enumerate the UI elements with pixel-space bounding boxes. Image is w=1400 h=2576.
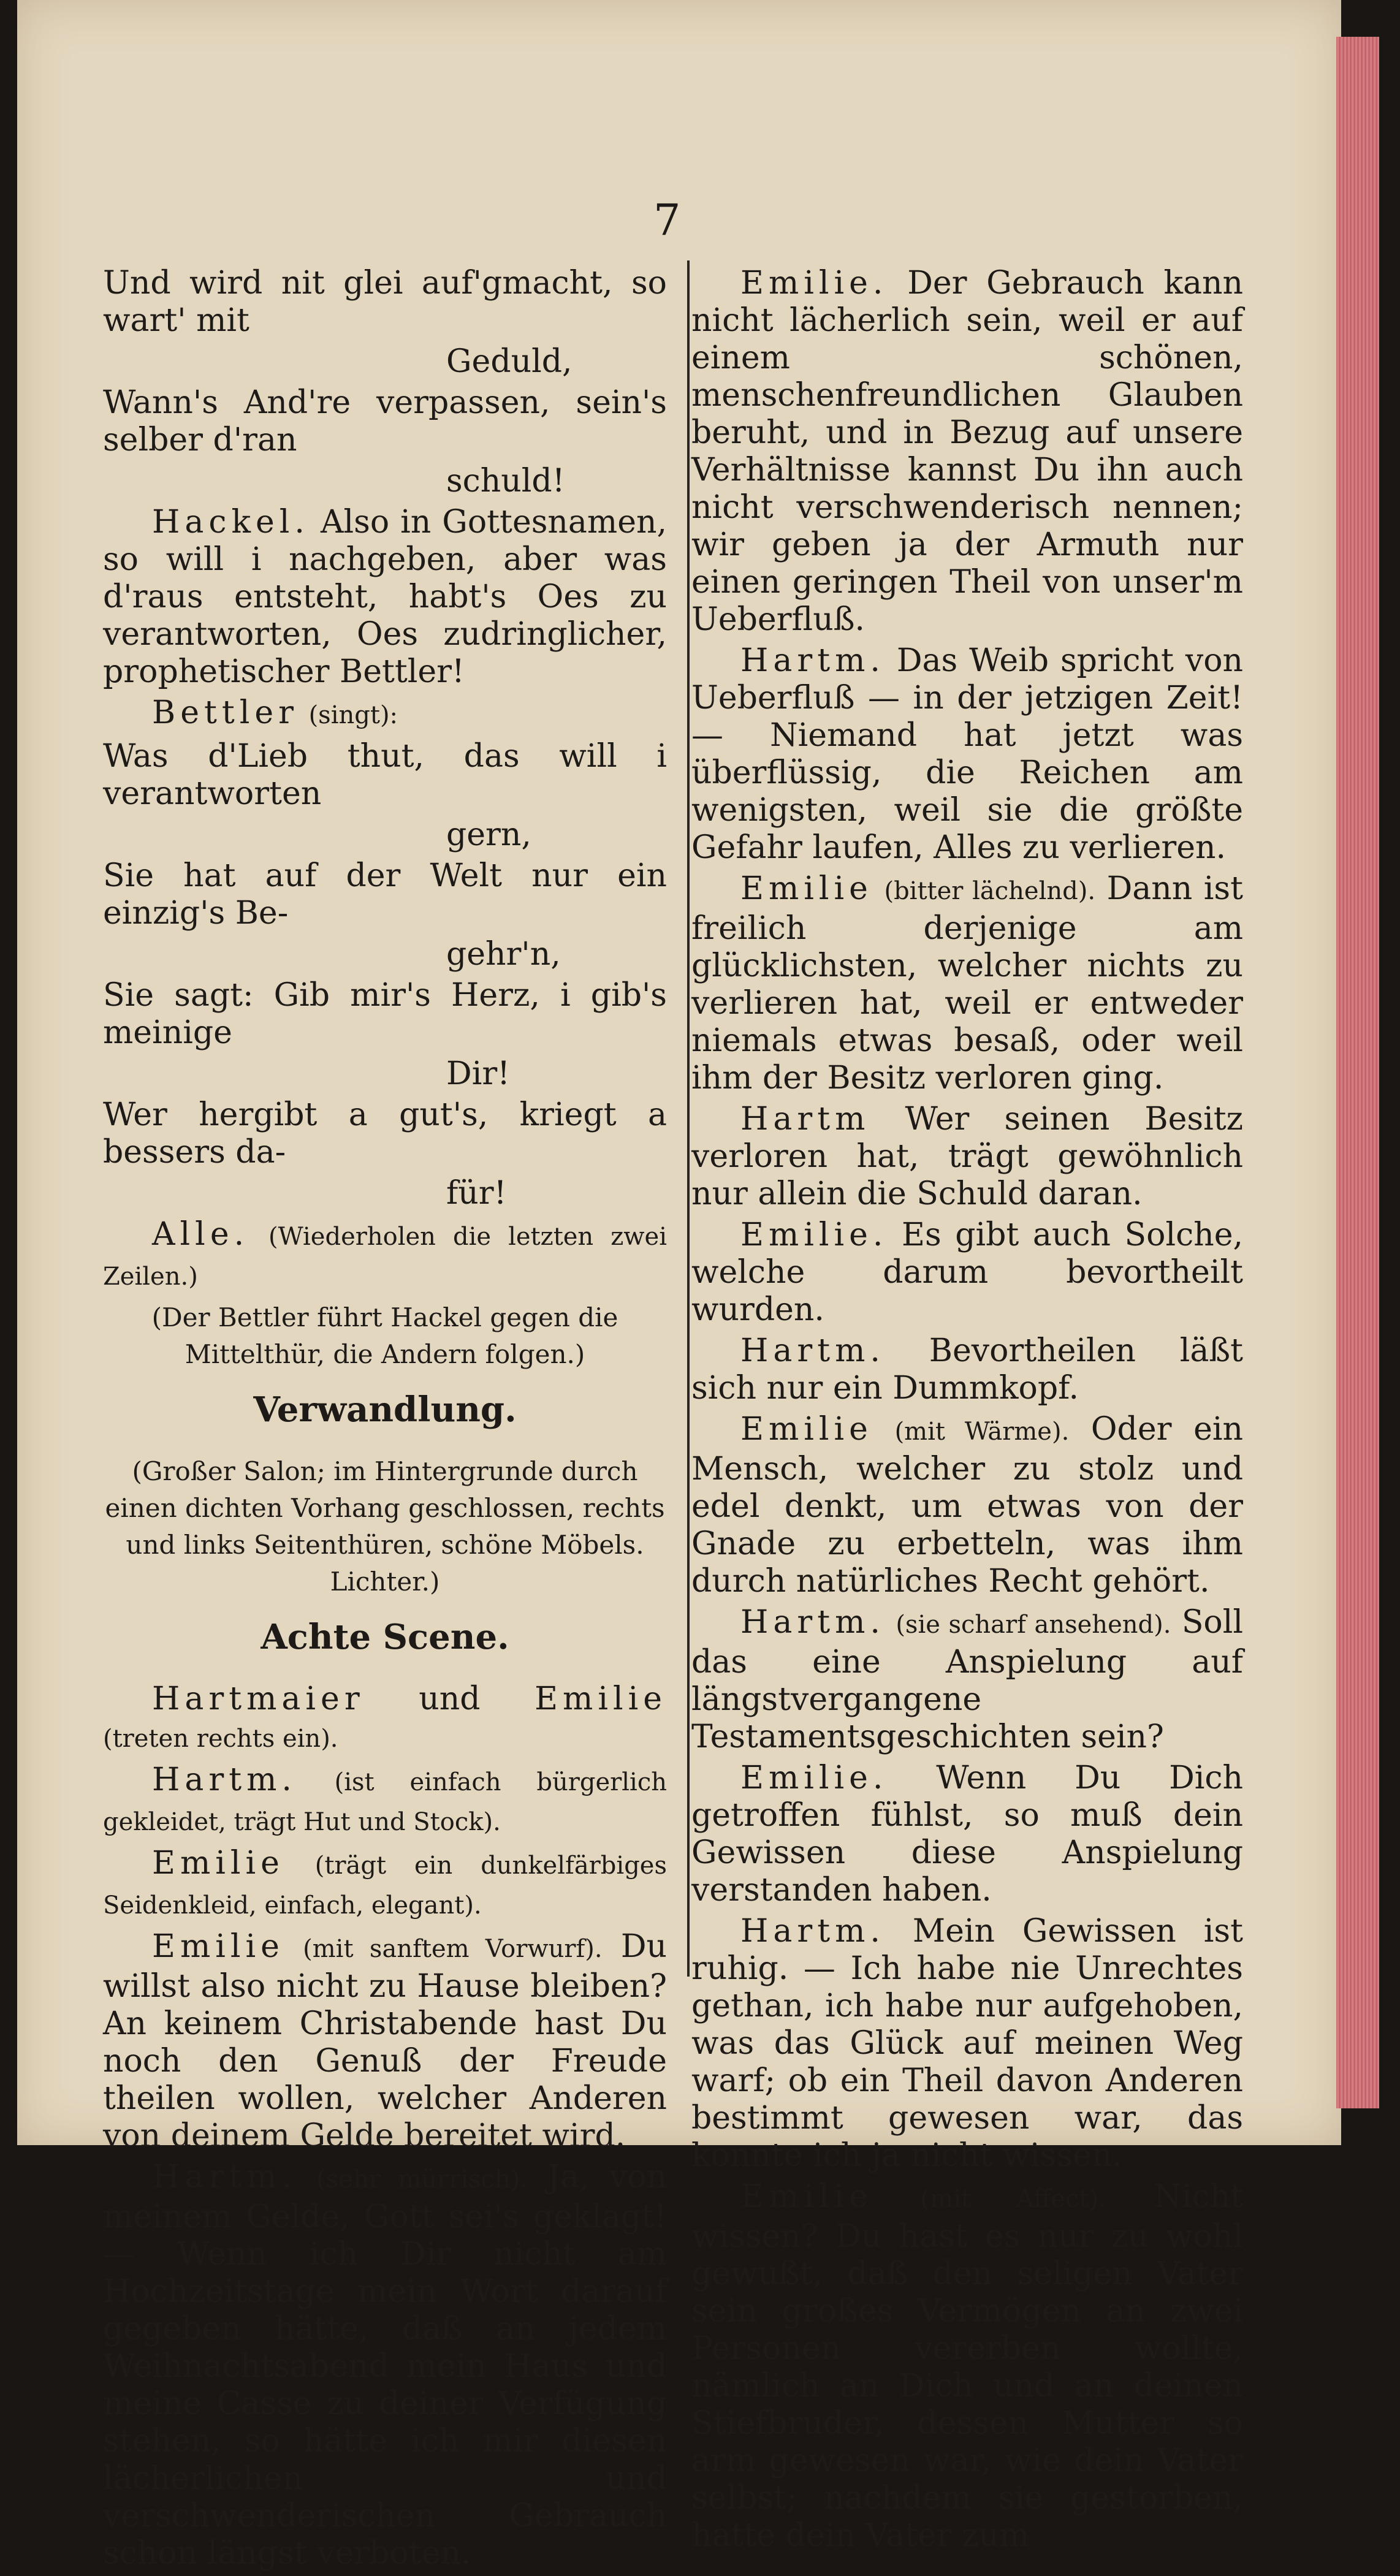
character-name: Hartmaier: [152, 1681, 365, 1717]
character-desc: [103, 1845, 667, 1924]
dialogue-text: Mein Gewissen ist ruhig. — Ich habe nie Unrechtes gethan, ich habe nur aufgehoben, was das Glück auf meinen Weg warf; ob ein Theil davon Anderen bestimmt gewesen war, das konnte ich ja nicht wissen.: [691, 1913, 1244, 2174]
speaker-name: Alle.: [152, 1216, 249, 1253]
speaker-name: Emilie: [152, 1928, 284, 1965]
dialogue-emilie: [103, 1928, 667, 2155]
dialogue-alle: [103, 1216, 667, 1296]
verse-line: Wann's And're verpassen, sein's selber d'ran: [103, 384, 667, 458]
speaker-name: Emilie: [740, 1411, 873, 1448]
dialogue-emilie: [691, 2178, 1243, 2555]
speaker-name: Hartm.: [740, 1332, 885, 1369]
left-column: [103, 265, 667, 2576]
stage-direction: (ist einfach bürgerlich gekleidet, trägt Hut und Stock).: [103, 1768, 668, 1836]
stage-direction: (Wiederholen die letzten zwei Zeilen.): [103, 1223, 668, 1291]
book-page: [17, 0, 1341, 2572]
dialogue-text: Soll das eine Anspielung auf längstvergangene Testamentsgeschichten sein?: [691, 1604, 1244, 1755]
right-column: [691, 265, 1243, 2558]
verse-line: Sie sagt: Gib mir's Herz, i gib's meinige: [103, 977, 667, 1051]
dialogue-emilie: [691, 1217, 1243, 1329]
dialogue-hartm: [691, 1101, 1243, 1213]
stage-direction: (mit Affect).: [920, 2185, 1106, 2213]
dialogue-text: Ja, von meinem Gelde, Gott sei's geklagt! — Wenn ich Dir nicht am Hochzeitstage mein Wort darauf gegeben hätte, daß an jedem Weihnachtsabend mein Haus und meine Casse zu deiner Verfügung stehen, so hätte ich mir diesen lächerlichen und verschwenderischen Gebrauch schon längst verboten.: [103, 2159, 667, 2572]
dialogue-text: Dann ist freilich derjenige am glücklichsten, welcher nichts zu verlieren hat, weil er entweder niemals etwas besaß, oder weil ihm der Besitz verloren ging.: [691, 870, 1244, 1096]
speaker-name: Emilie: [740, 870, 873, 907]
speaker-name: Hackel.: [152, 504, 310, 541]
speaker-name: Emilie.: [740, 265, 888, 302]
dialogue-hartm: [691, 1332, 1243, 1407]
dialogue-text: Oder ein Mensch, welcher zu stolz und edel denkt, um etwas von der Gnade zu erbetteln, was ihm durch natürliches Recht gehört.: [691, 1411, 1243, 1600]
stage-direction: (sie scharf ansehend).: [896, 1611, 1171, 1639]
dialogue-hartm: [691, 1913, 1243, 2175]
dialogue-text: Du willst also nicht zu Hause bleiben? An keinem Christabende hast Du noch den Genuß der Freude theilen wollen, welcher Anderen von deinem Gelde bereitet wird.: [103, 1928, 667, 2154]
character-desc: [103, 1761, 667, 1841]
dialogue-emilie: [691, 1411, 1243, 1600]
dialogue-text: Nicht wissen? Du hast es nur zu wohl gewußt, daß den seligen Vater sein großes Vermögen an zwei Personen vererben wollte, nämlich an Dich und an deinen Stiefbruder, dessen Mutter so arm gewesen war, wie dein Vater selbst; nachdem sie gestorben, hatte dein Vater zum: [691, 2178, 1244, 2554]
dialogue-text: Der Gebrauch kann nicht lächerlich sein, weil er auf einem schönen, menschenfreundlichen Glauben beruht, und in Bezug auf unsere Verhältnisse kannst Du ihn auch nicht verschwenderisch nennen; wir geben ja der Armuth nur einen geringen Theil von unser'm Ueberfluß.: [691, 265, 1243, 638]
stage-direction: (treten rechts ein).: [103, 1725, 338, 1753]
dialogue-text: Bevortheilen läßt sich nur ein Dummkopf.: [691, 1332, 1243, 1407]
character-name: Emilie: [535, 1681, 667, 1717]
speaker-name: Emilie: [152, 1845, 284, 1882]
verse-line: Wer hergibt a gut's, kriegt a bessers da-: [103, 1096, 667, 1171]
dialogue-text: Also in Gottesnamen, so will i nachgeben, aber was d'raus entsteht, habt's Oes zu verantworten, Oes zudringlicher, prophetischer Bettler!: [103, 504, 667, 690]
speaker-name: Emilie.: [740, 1760, 888, 1796]
dialogue-emilie: [691, 870, 1243, 1097]
page-edge-red: [1336, 37, 1379, 2108]
dialogue-hartm: [691, 1604, 1243, 1756]
dialogue-hackel: [103, 504, 667, 691]
verse-line: schuld!: [446, 463, 565, 500]
dialogue-text: Wer seinen Besitz verloren hat, trägt gewöhnlich nur allein die Schuld daran.: [691, 1101, 1244, 1212]
speaker-name: Hartm.: [152, 1761, 297, 1798]
verse-line: Sie hat auf der Welt nur ein einzig's Be-: [103, 857, 667, 932]
dialogue-hartm: [103, 2159, 667, 2572]
verse-line: Was d'Lieb thut, das will i verantworten: [103, 738, 667, 812]
conjunction: und: [419, 1681, 481, 1717]
dialogue-bettler: [103, 694, 667, 734]
verse-line: Geduld,: [446, 343, 573, 380]
stage-direction: (trägt ein dunkelfärbiges Seidenkleid, einfach, elegant).: [103, 1852, 668, 1920]
dialogue-text: Das Weib spricht von Ueberfluß — in der jetzigen Zeit! — Niemand hat jetzt was überflüssig, die Reichen am wenigsten, weil sie die größte Gefahr laufen, Alles zu verlieren.: [691, 642, 1243, 866]
page-number: 7: [653, 195, 681, 245]
stage-direction: (mit Wärme).: [894, 1418, 1070, 1446]
verse-line: Und wird nit glei auf'gmacht, so wart' mit: [103, 265, 667, 339]
dialogue-text: Wenn Du Dich getroffen fühlst, so muß dein Gewissen diese Anspielung verstanden haben.: [691, 1760, 1244, 1909]
speaker-name: Bettler: [152, 694, 299, 731]
stage-direction: (Großer Salon; im Hintergrunde durch einen dichten Vorhang geschlossen, rechts und links Seitenthüren, schöne Möbels. Lichter.): [105, 1456, 665, 1597]
stage-direction: (sehr mürrisch).: [316, 2165, 528, 2194]
verse-line: Dir!: [446, 1055, 511, 1092]
dialogue-emilie: [691, 1760, 1243, 1909]
dialogue-emilie: [691, 265, 1243, 639]
speaker-name: Emilie.: [740, 1217, 888, 1253]
dialogue-text: Es gibt auch Solche, welche darum bevortheilt wurden.: [691, 1217, 1244, 1328]
verse-line: für!: [446, 1175, 507, 1212]
scene-characters: [103, 1681, 667, 1758]
speaker-name: Hartm.: [740, 1604, 885, 1641]
verse-line: gehr'n,: [446, 936, 561, 973]
scene-heading: Achte Scene.: [261, 1617, 509, 1657]
speaker-name: Hartm.: [740, 1913, 885, 1950]
stage-direction: (mit sanftem Vorwurf).: [303, 1935, 603, 1963]
section-heading: Verwandlung.: [253, 1389, 517, 1430]
stage-direction: (singt):: [308, 701, 398, 729]
speaker-name: Hartm.: [740, 642, 885, 679]
verse-line: gern,: [446, 816, 531, 853]
stage-direction: (Der Bettler führt Hackel gegen die Mittelthür, die Andern folgen.): [151, 1302, 618, 1369]
speaker-name: Emilie: [740, 2178, 873, 2215]
speaker-name: Hartm: [740, 1101, 870, 1138]
speaker-name: Hartm.: [152, 2159, 297, 2195]
stage-direction: (bitter lächelnd).: [884, 877, 1096, 905]
column-rule: [687, 260, 690, 1977]
dialogue-hartm: [691, 642, 1243, 867]
